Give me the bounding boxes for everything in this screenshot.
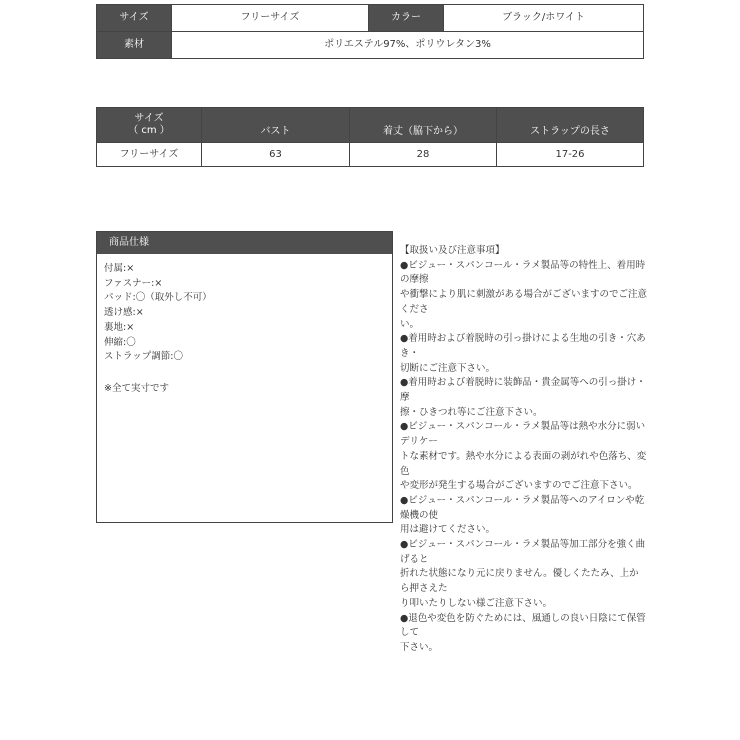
color-label: カラー [369, 5, 444, 32]
material-label: 素材 [97, 32, 172, 59]
size-header [97, 108, 202, 143]
care-line: ●ビジュー・スパンコール・ラメ製品等加工部分を強く曲げると [400, 539, 646, 565]
material-value: ポリエステル97%、ポリウレタン3% [172, 32, 644, 59]
length-cell: 28 [350, 143, 497, 167]
bust-header: バスト [202, 108, 350, 143]
list-item: 透け感:× [104, 307, 144, 319]
product-spec-title: 商品仕様 [97, 232, 392, 254]
color-value: ブラック/ホワイト [444, 5, 644, 32]
bust-cell: 63 [202, 143, 350, 167]
list-item: ストラップ調節:〇 [104, 351, 184, 363]
care-line: り叩いたりしない様ご注意下さい。 [400, 597, 553, 609]
actual-size-note: ※全て実寸です [104, 382, 169, 394]
strap-cell: 17-26 [497, 143, 644, 167]
care-line: 切断にご注意下さい。 [400, 362, 496, 374]
care-instructions [400, 244, 648, 656]
care-line: い。 [400, 318, 420, 330]
care-line: ●ビジュー・スパンコール・ラメ製品等は熱や水分に弱いデリケー [400, 421, 646, 448]
size-cell: フリーサイズ [97, 143, 202, 167]
care-line: 下さい。 [400, 641, 439, 653]
care-line: ●ビジュー・スパンコール・ラメ製品等へのアイロンや乾燥機の使 [400, 494, 645, 521]
size-table [96, 107, 644, 167]
size-value: フリーサイズ [172, 5, 369, 32]
care-line: や変形が発生する場合がございますのでご注意下さい。 [400, 480, 638, 492]
list-item: ファスナー:× [104, 277, 163, 289]
list-item: 伸縮:〇 [104, 336, 136, 348]
care-line: ●退色や変色を防ぐためには、風通しの良い日陰にて保管して [400, 612, 646, 639]
length-header: 着丈（脇下から） [350, 108, 497, 143]
strap-header: ストラップの長さ [497, 108, 644, 143]
size-header-label: サイズ [134, 113, 164, 124]
care-line: 用は避けてください。 [400, 524, 496, 536]
list-item: パッド:〇（取外し不可） [104, 292, 212, 304]
care-line: 【取扱い及び注意事項】 [400, 245, 505, 256]
care-line: 折れた状態になり元に戻りません。優しくたたみ、上から押さえた [400, 568, 639, 595]
product-spec-list [97, 262, 392, 365]
product-spec-box [96, 231, 393, 523]
size-label: サイズ [97, 5, 172, 32]
care-line: トな素材です。熱や水分による表面の剥がれや色落ち、変色 [400, 450, 647, 477]
care-line: 擦・ひきつれ等にご注意下さい。 [400, 406, 543, 418]
list-item: 付属:× [104, 263, 135, 274]
care-line: ●ビジュー・スパンコール・ラメ製品等の特性上、着用時の摩擦 [400, 259, 646, 286]
care-line: ●着用時および着脱時に装飾品・貴金属等への引っ掛け・摩 [400, 377, 646, 404]
care-line: や衝撃により肌に刺激がある場合がございますのでご注意くださ [400, 289, 648, 315]
spec-table [96, 4, 644, 59]
care-line: ●着用時および着脱時の引っ掛けによる生地の引き・穴あき・ [400, 333, 646, 359]
list-item: 裏地:× [104, 321, 135, 333]
size-header-unit: （ cm ） [128, 125, 170, 136]
